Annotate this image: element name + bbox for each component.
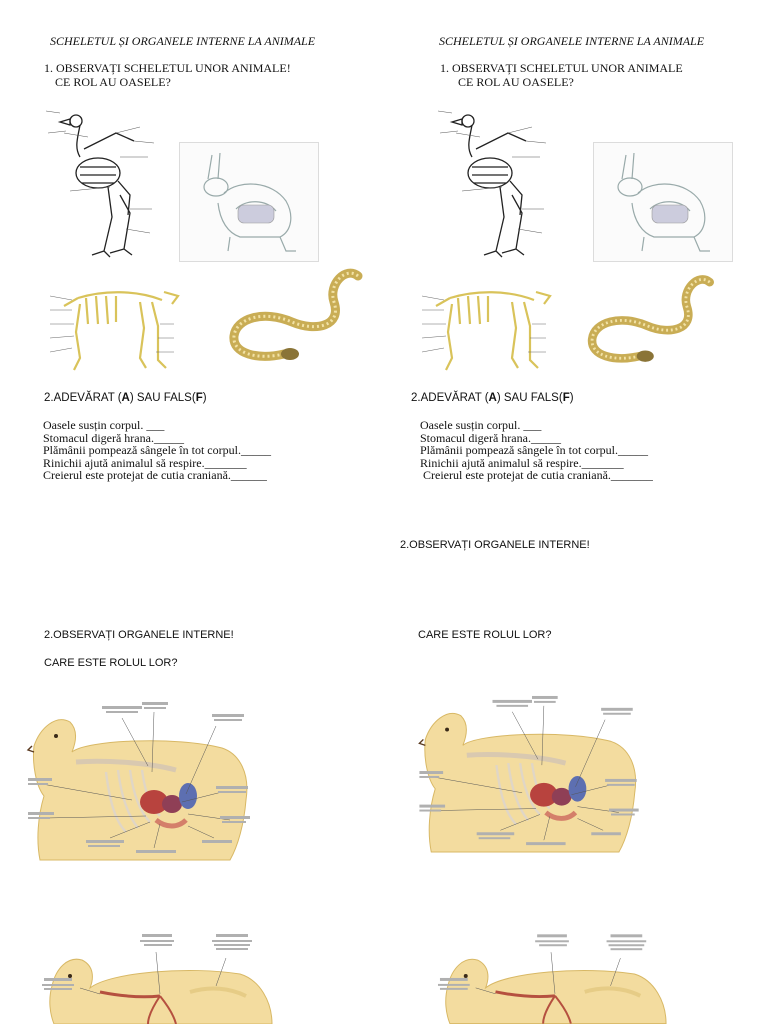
right-statements-list (420, 419, 653, 482)
organs-question-left: CARE ESTE ROLUL LOR? (44, 657, 178, 669)
right-title: SCHELETUL ȘI ORGANELE INTERNE LA ANIMALE (439, 34, 705, 48)
q2-heading-end: ) (569, 392, 574, 404)
statement-2: Stomacul digeră hrana._____ (420, 430, 561, 445)
q2-heading-start: 2.ADEVĂRAT ( (411, 392, 489, 404)
dog-skeleton-figure (416, 266, 560, 380)
rabbit-skeleton-figure (179, 142, 319, 262)
left-title: SCHELETUL ȘI ORGANELE INTERNE LA ANIMALE (50, 34, 316, 48)
q2-heading-mid: ) SAU FALS( (129, 392, 196, 404)
left-question-1-line-1: 1. OBSERVAȚI SCHELETUL UNOR ANIMALE! (44, 61, 291, 75)
right-question-1-line-1: 1. OBSERVAȚI SCHELETUL UNOR ANIMALE (440, 61, 683, 75)
dog-skeleton-figure (44, 266, 188, 380)
left-question-1-line-2: CE ROL AU OASELE? (55, 75, 171, 89)
statement-4: Rinichii ajută animalul să respire._______ (420, 455, 624, 470)
statement-2: Stomacul digeră hrana._____ (43, 430, 184, 445)
q2-true-letter: A (488, 392, 497, 404)
q2-false-letter: F (195, 392, 203, 404)
rabbit-skeleton-figure (593, 142, 733, 262)
q2-true-letter: A (121, 392, 130, 404)
q2-heading-mid: ) SAU FALS( (496, 392, 563, 404)
dog-internal-organs-figure (416, 694, 648, 854)
organs-heading-left: 2.OBSERVAȚI ORGANELE INTERNE! (44, 629, 234, 641)
statement-3: Plămânii pompează sângele în tot corpul._____ (43, 443, 271, 457)
statement-1: Oasele susțin corpul. ___ (43, 418, 165, 432)
bird-skeleton-figure (40, 97, 172, 263)
q2-false-letter: F (562, 392, 570, 404)
left-question-2-heading (44, 391, 207, 405)
statement-3: Plămânii pompează sângele în tot corpul._____ (420, 443, 648, 457)
statement-5: Creierul este protejat de cutia craniană.______ (43, 468, 267, 482)
snake-skeleton-figure (218, 268, 372, 368)
dog-respiratory-figure (40, 922, 278, 1024)
statement-1: Oasele susțin corpul. ___ (420, 418, 542, 432)
right-question-2-heading (411, 391, 574, 405)
right-question-1-line-2: CE ROL AU OASELE? (458, 75, 574, 89)
dog-internal-organs-figure (26, 700, 258, 862)
snake-skeleton-figure (577, 274, 723, 370)
statement-5: Creierul este protejat de cutia craniană._______ (423, 468, 653, 482)
statement-4: Rinichii ajută animalul să respire._______ (43, 455, 247, 470)
q2-heading-end: ) (202, 392, 207, 404)
q2-heading-start: 2.ADEVĂRAT ( (44, 392, 122, 404)
organs-heading-right: 2.OBSERVAȚI ORGANELE INTERNE! (400, 539, 590, 551)
bird-skeleton-figure (432, 97, 564, 263)
dog-respiratory-figure (436, 922, 672, 1024)
organs-question-right: CARE ESTE ROLUL LOR? (418, 629, 552, 641)
left-statements-list (43, 419, 271, 482)
